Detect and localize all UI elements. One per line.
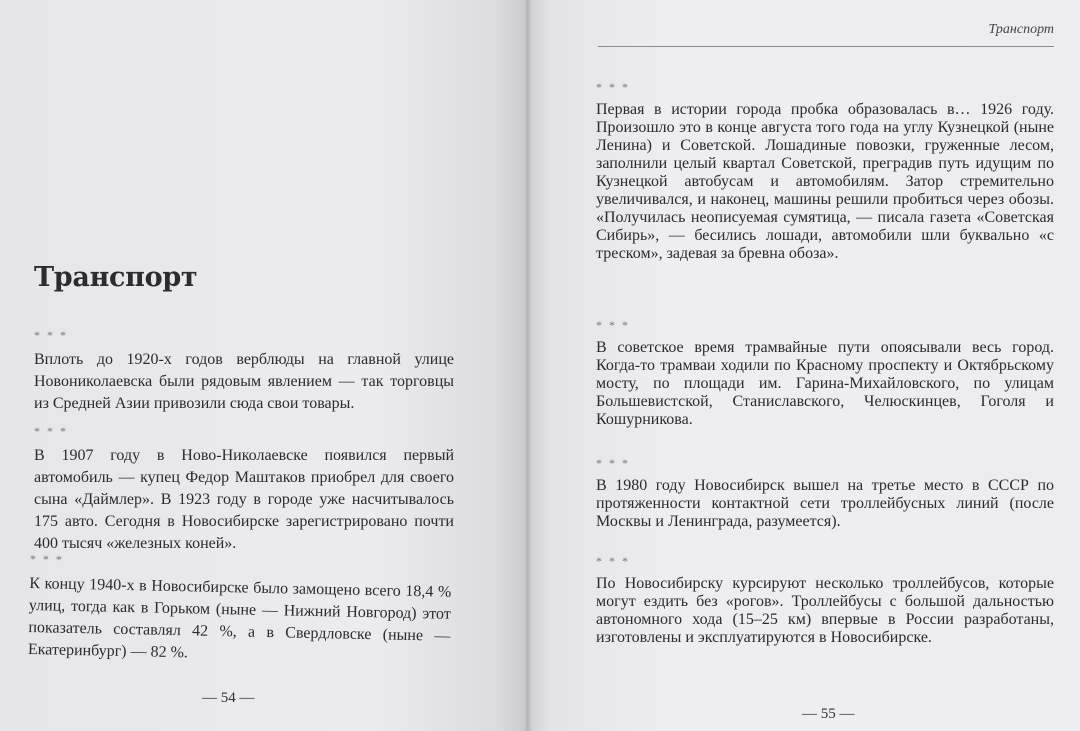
running-head-rule [598,46,1054,47]
left-page [0,0,528,731]
section-divider: * * * [596,318,630,332]
section-divider: * * * [596,554,630,568]
section-divider: * * * [29,552,64,567]
section-traffic-jam [596,80,1054,263]
section-trams [596,318,1054,429]
chapter-title: Транспорт [34,262,198,293]
section-trolleybus-network [596,456,1054,531]
paragraph: В 1907 году в Ново-Николаевске появился первый автомобиль — купец Федор Маштаков приобрел для своего сына «Даймлер». В 1923 году в городе уже насчитывалось 175 авто. Сегодня в Новосибирске зарегистрировано почти 400 тысяч «железных коней». [34,447,454,552]
running-head: Транспорт [988,22,1054,37]
gutter-shadow [524,0,532,731]
paragraph: Вплоть до 1920-х годов верблюды на главной улице Новониколаевска были рядовым явлением — так торговцы из Средней Азии привозили сюда свои товары. [34,351,454,412]
section-divider: * * * [596,456,630,470]
paragraph: По Новосибирску курсируют несколько троллейбусов, которые могут ездить без «рогов». Троллейбусы с большой дальностью автономного хода (15–25 км) впервые в России разработаны, изготовлены и эксплуатируются в Новосибирске. [596,575,1054,646]
section-divider: * * * [34,424,68,438]
section-autonomous-trolleybus [596,554,1054,647]
paragraph: В 1980 году Новосибирск вышел на третье место в СССР по протяженности контактной сети троллейбусных линий (после Москвы и Ленинграда, разумеется). [596,477,1054,530]
paragraph: К концу 1940-х в Новосибирске было замощено всего 18,4 % улиц, тогда как в Горьком (ныне — Нижний Новгород) этот показатель составлял 42 %, а в Свердловске (ныне — Екатеринбург) — 82 %. [27,574,452,662]
paragraph: В советское время трамвайные пути опоясывали весь город. Когда-то трамваи ходили по Красному проспекту и Октябрьскому мосту, по площади им. Гарина-Михайловского, по улицам Большевистской, Станиславского, Челюскинцев, Гоголя и Кошурникова. [596,339,1054,428]
paragraph: Первая в истории города пробка образовалась в… 1926 году. Произошло это в конце августа того года на углу Кузнецкой (ныне Ленина) и Советской. Лошадиные повозки, груженные лесом, заполнили целый квартал Советской, преградив путь идущим по Кузнецкой автобусам и автомобилям. Затор стремительно увеличивался, и наконец, машины решили пробиться через обозы. «Получилась неописуемая сумятица, — писала газета «Советская Сибирь», — бесились лошади, автомобили шли буквально «с треском», задевая за бревна обоза». [596,101,1054,262]
section-camels [34,328,454,415]
section-paved-streets [28,552,452,670]
page-number: — 54 — [202,690,255,706]
section-divider: * * * [34,328,68,342]
section-divider: * * * [596,80,630,94]
page-number: — 55 — [802,706,855,722]
section-first-car [34,424,454,555]
